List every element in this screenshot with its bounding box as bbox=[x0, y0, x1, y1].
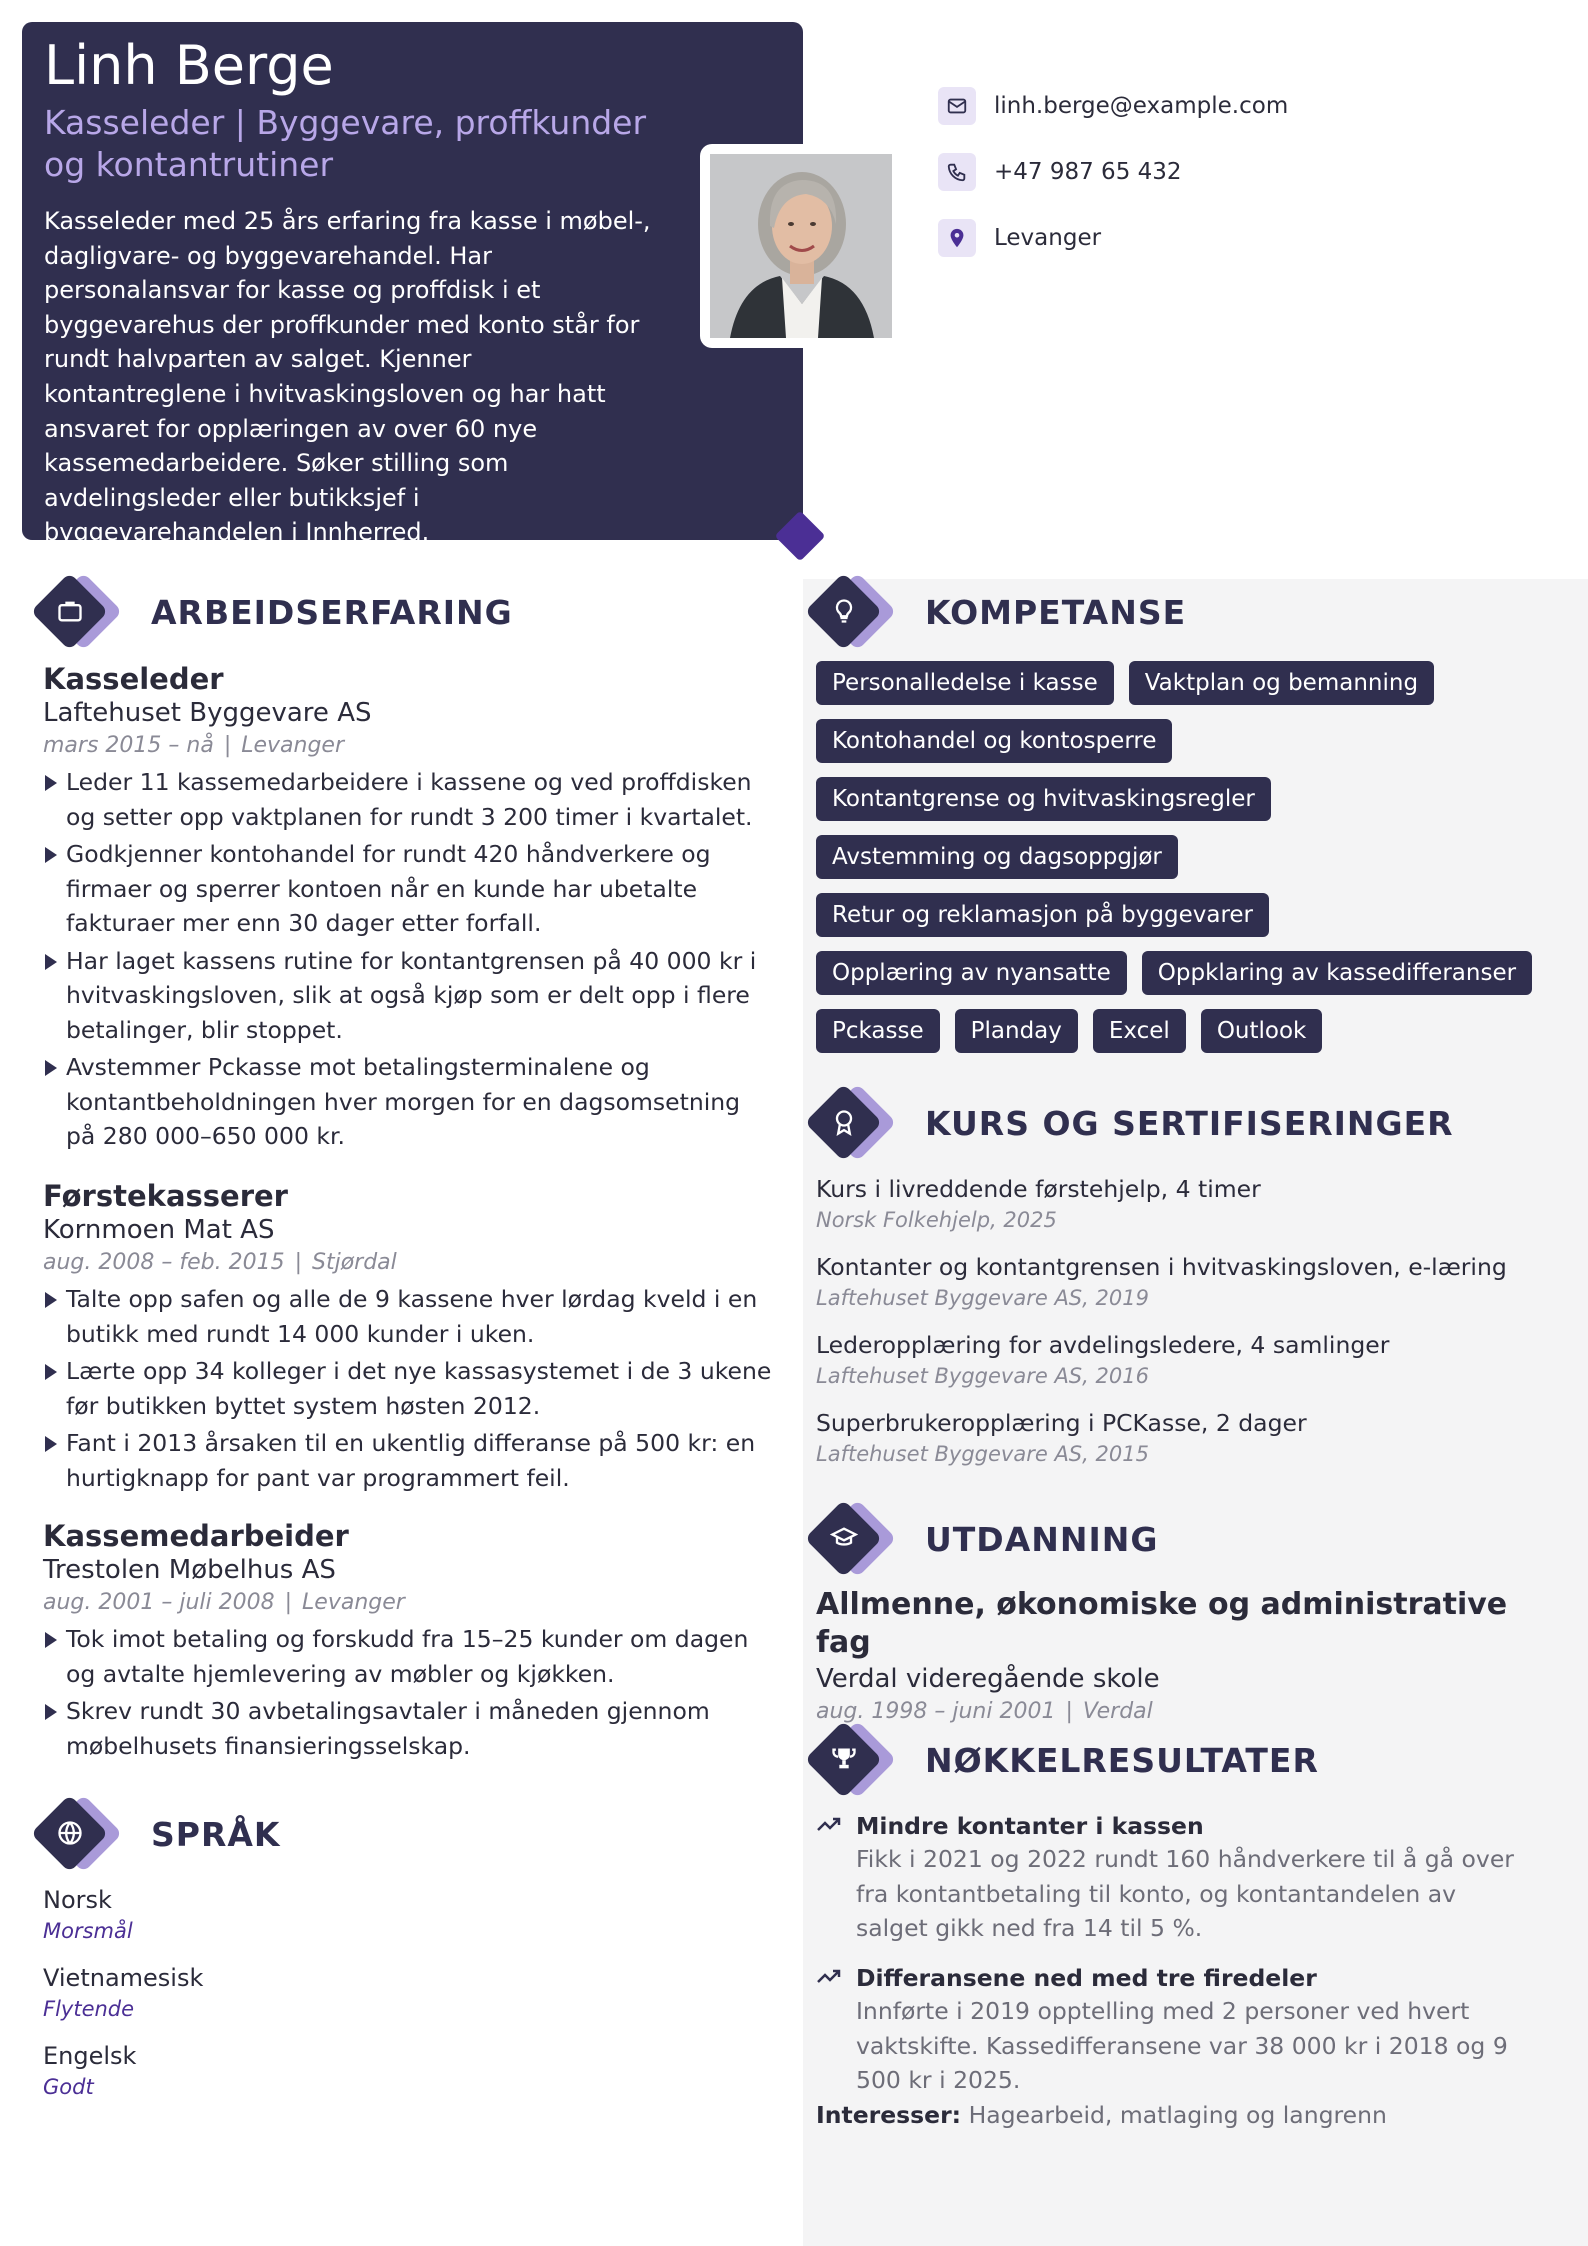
job-meta bbox=[43, 730, 773, 762]
result-item bbox=[816, 1962, 1516, 2098]
contact-list bbox=[938, 86, 1288, 284]
job-title: Førstekasserer bbox=[43, 1179, 288, 1213]
job-bullet: Tok imot betaling og forskudd fra 15–25 kunder om dagen og avtalte hjemlevering av møbler og kjøkken. bbox=[43, 1622, 773, 1691]
job-bullets bbox=[43, 1282, 773, 1495]
section-education-header bbox=[808, 1499, 1158, 1579]
trending-up-icon bbox=[816, 1966, 842, 1990]
header-panel bbox=[22, 22, 803, 547]
result-text: Innførte i 2019 opptelling med 2 personer ved hvert vaktskifte. Kassedifferansene var 38 000 kr i 2018 og 9 500 kr i 2025. bbox=[856, 1997, 1508, 2094]
section-languages-header bbox=[34, 1794, 280, 1874]
course-title: Kurs i livreddende førstehjelp, 4 timer bbox=[816, 1175, 1261, 1203]
job-company: Kornmoen Mat AS bbox=[43, 1215, 275, 1245]
candidate-headline: Kasseleder | Byggevare, proffkunder og kontantrutiner bbox=[44, 103, 647, 184]
mail-icon bbox=[938, 87, 976, 125]
job-meta bbox=[43, 1247, 773, 1279]
meta-separator: | bbox=[1065, 1699, 1073, 1724]
course-source: Laftehuset Byggevare AS, 2016 bbox=[816, 1364, 1149, 1388]
job-company: Trestolen Møbelhus AS bbox=[43, 1555, 336, 1585]
profile-photo bbox=[710, 154, 892, 338]
skill-chip: Planday bbox=[955, 1009, 1078, 1053]
language-name: Engelsk bbox=[43, 2042, 137, 2070]
language-level: Godt bbox=[43, 2075, 94, 2099]
result-item bbox=[816, 1810, 1516, 1946]
section-skills-title: KOMPETANSE bbox=[925, 592, 1187, 632]
language-item bbox=[43, 2040, 136, 2102]
section-results-header bbox=[808, 1720, 1319, 1800]
course-item bbox=[816, 1407, 1556, 1469]
meta-separator: | bbox=[284, 1590, 293, 1615]
skill-chip: Pckasse bbox=[816, 1009, 940, 1053]
skill-chip: Kontantgrense og hvitvaskingsregler bbox=[816, 777, 1271, 821]
course-item bbox=[816, 1173, 1556, 1235]
job-entry bbox=[43, 1519, 773, 1763]
skill-chip: Vaktplan og bemanning bbox=[1129, 661, 1434, 705]
section-results-title: NØKKELRESULTATER bbox=[925, 1740, 1319, 1780]
skill-chip: Oppklaring av kassedifferanser bbox=[1142, 951, 1532, 995]
result-text: Fikk i 2021 og 2022 rundt 160 håndverkere til å gå over fra kontantbetaling til konto, og kontantandelen av salget gikk ned fra 14 til 5 %. bbox=[856, 1845, 1514, 1942]
skill-chip: Kontohandel og kontosperre bbox=[816, 719, 1172, 763]
skill-chip: Retur og reklamasjon på byggevarer bbox=[816, 893, 1269, 937]
meta-separator: | bbox=[223, 733, 232, 758]
interests-text: Hagearbeid, matlaging og langrenn bbox=[968, 2101, 1387, 2129]
skill-chip: Personalledelse i kasse bbox=[816, 661, 1114, 705]
language-item bbox=[43, 1884, 133, 1946]
job-company: Laftehuset Byggevare AS bbox=[43, 698, 372, 728]
job-entry bbox=[43, 662, 773, 1154]
location-text: Levanger bbox=[994, 225, 1102, 251]
education-place: Verdal bbox=[1082, 1699, 1153, 1724]
skill-chip: Outlook bbox=[1201, 1009, 1323, 1053]
interests-label: Interesser: bbox=[816, 2101, 962, 2129]
job-bullet: Skrev rundt 30 avbetalingsavtaler i måneden gjennom møbelhusets finansieringsselskap. bbox=[43, 1694, 773, 1763]
course-source: Norsk Folkehjelp, 2025 bbox=[816, 1208, 1057, 1232]
education-period: aug. 1998 – juni 2001 bbox=[816, 1699, 1056, 1724]
interests-line bbox=[816, 2098, 1387, 2132]
job-period: aug. 2001 – juli 2008 bbox=[43, 1590, 275, 1615]
job-bullets bbox=[43, 765, 773, 1154]
contact-email[interactable] bbox=[938, 86, 1288, 126]
profile-summary: Kasseleder med 25 års erfaring fra kasse i møbel-, dagligvare- og byggevarehandel. Har personalansvar for kasse og proffdisk i et byggevarehus der proffkunder med konto står for rundt halvparten av salget. Kjenner kontantreglene i hvitvaskingsloven og har hatt ansvaret for opplæringen av over 60 nye kassemedarbeidere. Søker stilling som avdelingsleder eller butikksjef i byggevarehandelen i Innherred. bbox=[44, 207, 651, 547]
job-place: Stjørdal bbox=[312, 1250, 397, 1275]
skill-chip: Avstemming og dagsoppgjør bbox=[816, 835, 1178, 879]
job-bullet: Talte opp safen og alle de 9 kassene hver lørdag kveld i en butikk med rundt 14 000 kunder i uken. bbox=[43, 1282, 773, 1351]
contact-location bbox=[938, 218, 1288, 258]
lightbulb-icon bbox=[808, 572, 903, 652]
job-title: Kasseleder bbox=[43, 662, 224, 696]
job-place: Levanger bbox=[302, 1590, 405, 1615]
education-title: Allmenne, økonomiske og administrative fag bbox=[816, 1587, 1508, 1660]
section-skills-header bbox=[808, 572, 1186, 652]
globe-icon bbox=[34, 1794, 129, 1874]
education-item bbox=[816, 1586, 1556, 1728]
trending-up-icon bbox=[816, 1814, 842, 1838]
email-text[interactable]: linh.berge@example.com bbox=[994, 93, 1289, 119]
education-school: Verdal videregående skole bbox=[816, 1664, 1160, 1694]
section-experience-header bbox=[34, 572, 513, 652]
job-meta bbox=[43, 1587, 773, 1619]
section-experience-title: ARBEIDSERFARING bbox=[151, 592, 513, 632]
language-name: Norsk bbox=[43, 1886, 112, 1914]
job-title: Kassemedarbeider bbox=[43, 1519, 349, 1553]
section-education-title: UTDANNING bbox=[925, 1519, 1159, 1559]
course-item bbox=[816, 1251, 1556, 1313]
award-icon bbox=[808, 1083, 903, 1163]
job-bullet: Avstemmer Pckasse mot betalingsterminalene og kontantbeholdningen hver morgen for en dagsomsetning på 280 000–650 000 kr. bbox=[43, 1050, 773, 1154]
course-title: Superbrukeropplæring i PCKasse, 2 dager bbox=[816, 1409, 1307, 1437]
course-source: Laftehuset Byggevare AS, 2019 bbox=[816, 1286, 1149, 1310]
profile-photo-frame bbox=[700, 144, 902, 348]
meta-separator: | bbox=[294, 1250, 302, 1275]
course-title: Lederopplæring for avdelingsledere, 4 samlinger bbox=[816, 1331, 1390, 1359]
graduation-cap-icon bbox=[808, 1499, 903, 1579]
result-title: Differansene ned med tre firedeler bbox=[856, 1964, 1317, 1992]
skill-chip: Excel bbox=[1093, 1009, 1186, 1053]
job-bullet: Lærte opp 34 kolleger i det nye kassasystemet i de 3 ukene før butikken byttet system høsten 2012. bbox=[43, 1354, 773, 1423]
map-pin-icon bbox=[938, 219, 976, 257]
contact-phone[interactable] bbox=[938, 152, 1288, 192]
phone-text[interactable]: +47 987 65 432 bbox=[994, 159, 1182, 185]
language-name: Vietnamesisk bbox=[43, 1964, 204, 1992]
job-place: Levanger bbox=[241, 733, 345, 758]
skill-chip: Opplæring av nyansatte bbox=[816, 951, 1127, 995]
job-bullet: Leder 11 kassemedarbeidere i kassene og ved proffdisken og setter opp vaktplanen for rundt 3 200 timer i kvartalet. bbox=[43, 765, 773, 834]
result-title: Mindre kontanter i kassen bbox=[856, 1812, 1204, 1840]
section-courses-header bbox=[808, 1083, 1454, 1163]
phone-icon bbox=[938, 153, 976, 191]
skills-list bbox=[816, 661, 1556, 1067]
course-title: Kontanter og kontantgrensen i hvitvaskingsloven, e-læring bbox=[816, 1253, 1507, 1281]
language-level: Morsmål bbox=[43, 1919, 133, 1943]
section-languages-title: SPRÅK bbox=[151, 1814, 281, 1854]
job-entry bbox=[43, 1179, 773, 1495]
language-level: Flytende bbox=[43, 1997, 135, 2021]
job-bullet: Har laget kassens rutine for kontantgrensen på 40 000 kr i hvitvaskingsloven, slik at også kjøp som er delt opp i flere betalinger, blir stoppet. bbox=[43, 944, 773, 1048]
job-bullet: Fant i 2013 årsaken til en ukentlig differanse på 500 kr: en hurtigknapp for pant var programmert feil. bbox=[43, 1426, 773, 1495]
job-period: mars 2015 – nå bbox=[43, 733, 214, 758]
course-item bbox=[816, 1329, 1556, 1391]
language-item bbox=[43, 1962, 203, 2024]
job-bullet: Godkjenner kontohandel for rundt 420 håndverkere og firmaer og sperrer kontoen når en kunde har ubetalte fakturaer mer enn 30 dager etter forfall. bbox=[43, 837, 773, 941]
job-bullets bbox=[43, 1622, 773, 1763]
job-period: aug. 2008 – feb. 2015 bbox=[43, 1250, 285, 1275]
trophy-icon bbox=[808, 1720, 903, 1800]
course-source: Laftehuset Byggevare AS, 2015 bbox=[816, 1442, 1149, 1466]
briefcase-icon bbox=[34, 572, 129, 652]
candidate-name: Linh Berge bbox=[44, 34, 334, 97]
section-courses-title: KURS OG SERTIFISERINGER bbox=[925, 1103, 1454, 1143]
